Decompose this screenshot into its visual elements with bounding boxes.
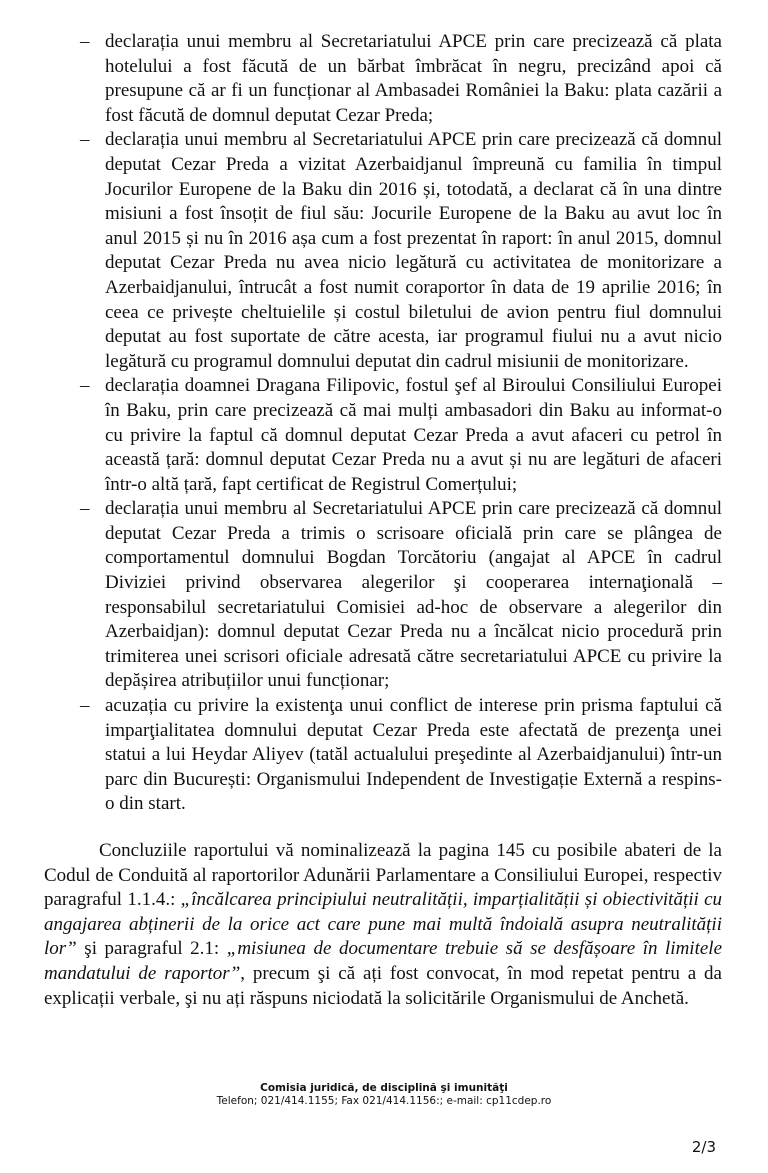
- footer-contact: Telefon; 021/414.1155; Fax 021/414.1156:; e-mail: cp11cdep.ro: [216, 1095, 552, 1107]
- page-number: 2/3: [691, 1138, 716, 1156]
- list-item: [44, 497, 722, 694]
- list-dash: –: [80, 129, 90, 151]
- conclusion-text-1: Concluziile raportului vă nominalizează la pagina 145 cu posibile abateri de la Codul de Conduită al raportorilor Adunării Parlamentare a Consiliului Europei, respectiv paragraful 1.1.4.:: [44, 840, 722, 911]
- list-dash: –: [80, 31, 90, 52]
- list-dash: –: [80, 375, 90, 397]
- list-item: [44, 30, 722, 128]
- document-body: [44, 30, 722, 1011]
- list-item-text: declarația doamnei Dragana Filipovic, fostul şef al Biroului Consiliului Europei în Baku, prin care precizează că mai mulți ambasadori din Baku au informat-o cu privire la faptul că domnul deputat Cezar Preda a avut afaceri cu petrol în această țară: domnul deputat Cezar Preda nu a avut și nu are legături de afaceri într-o altă țară, fapt certificat de Registrul Comerțului;: [105, 375, 722, 495]
- conclusion-text-2: şi paragraful 2.1:: [76, 938, 227, 960]
- list-item: [44, 128, 722, 374]
- list-item-text: declarația unui membru al Secretariatului APCE prin care precizează că domnul deputat Cezar Preda a trimis o scrisoare oficială prin care se plângea de comportamentul domnului Bogdan Torcătoriu (angajat al APCE în cadrul Diviziei privind observarea alegerilor şi cooperarea internaţională – responsabilul secretariatului Comisiei ad-hoc de observare a alegerilor din Azerbaidjan): domnul deputat Cezar Preda nu a încălcat nicio procedură prin trimiterea unei scrisori oficiale adresată către secretariatului APCE cu privire la depășirea atribuțiilor unui funcționar;: [105, 498, 722, 692]
- list-item-text: acuzația cu privire la existenţa unui conflict de interese prin prisma faptului că imparţialitatea domnului deputat Cezar Preda este afectată de prezenţa unei statui a lui Heydar Aliyev (tatăl actualului preşedinte al Azerbaidjanului) într-un parc din București: Organismului Independent de Investigație Externă a respins-o din start.: [105, 695, 722, 815]
- list-item: [44, 694, 722, 817]
- list-item-text: declarația unui membru al Secretariatului APCE prin care precizează că domnul deputat Cezar Preda a vizitat Azerbaidjanul împreună cu familia în timpul Jocurilor Europene de la Baku din 2016 și, totodată, a declarat că în una dintre misiuni a fost însoțit de fiul său: Jocurile Europene de la Baku au avut loc în anul 2015 și nu în 2016 așa cum a fost prezentat în raport: în anul 2015, domnul deputat Cezar Preda nu avea nicio legătură cu activitatea de monitorizare a Azerbaidjanului, întrucât a fost numit coraportor în data de 19 aprilie 2016; în ceea ce privește cheltuielile și costul biletului de avion pentru fiul domnului deputat au fost suportate de către acesta, iar programul fiului nu a avut nicio legătură cu programul domnului deputat din cadrul misiunii de monitorizare.: [105, 129, 722, 372]
- footer-title: Comisia juridică, de disciplină şi imunităţi: [260, 1082, 508, 1094]
- list-dash: –: [80, 498, 90, 520]
- list-item-text: declarația unui membru al Secretariatului APCE prin care precizează că plata hotelului a fost făcută de un bărbat îmbrăcat în negru, precizând apoi că presupune că ar fi un funcționar al Ambasadei României la Baku: plata cazării a fost făcută de domnul deputat Cezar Preda;: [105, 31, 722, 126]
- quote-paragraph-1-1-4: „încălcarea principiului neutralității, imparțialității și obiectivității cu angajarea abținerii de la orice act care pune mai multă îndoială asupra neutralității lor”: [44, 889, 723, 960]
- list-item: [44, 374, 722, 497]
- page-footer: [0, 1082, 768, 1108]
- conclusion-paragraph: [44, 839, 722, 1011]
- quote-paragraph-2-1: „misiunea de documentare trebuie să se desfășoare în limitele mandatului de raportor”: [44, 938, 723, 984]
- conclusion-text-3: , precum şi că ați fost convocat, în mod repetat pentru a da explicații verbale, şi nu ați răspuns niciodată la solicitările Organismului de Anchetă.: [44, 962, 722, 1009]
- list-dash: –: [80, 695, 90, 717]
